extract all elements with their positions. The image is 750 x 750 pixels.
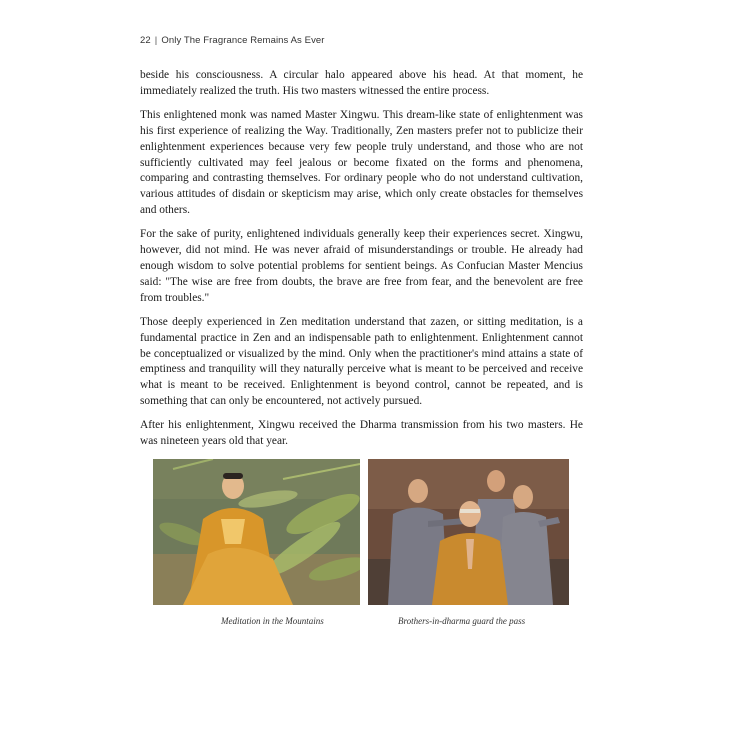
paragraph: beside his consciousness. A circular halo appeared above his head. At that moment, he immediately realized the truth. His two masters witnessed the entire process. xyxy=(140,69,583,97)
body-text xyxy=(140,68,583,458)
book-title: Only The Fragrance Remains As Ever xyxy=(161,35,325,46)
figure-caption: Brothers-in-dharma guard the pass xyxy=(398,616,526,626)
paragraph: This enlightened monk was named Master Xingwu. This dream-like state of enlightenment was his first experience of realizing the Way. Traditionally, Zen masters prefer not to publicize their enlightenment experiences because very few people truly understand, and those who are not sufficiently cultivated may feel jealous or become fixated on the forms and phenomena, comparing and contrasting themselves. For ordinary people who do not understand cultivation, various attitudes of disdain or skepticism may arise, which only create obstacles for themselves and others. xyxy=(140,108,583,217)
header-separator: | xyxy=(154,35,158,46)
meditation-photo xyxy=(153,459,360,605)
paragraph: For the sake of purity, enlightened individuals generally keep their experiences secret. Xingwu, however, did not mind. He was never afraid of misunderstandings or trouble. He already had enough wisdom to solve potential problems for sentient beings. As Confucian Master Mencius said: "The wise are free from doubts, the brave are free from fear, and the benevolent are free from troubles." xyxy=(140,228,583,304)
running-header xyxy=(140,35,325,46)
brothers-illustration xyxy=(368,459,569,605)
paragraph: After his enlightenment, Xingwu received the Dharma transmission from his two masters. He was nineteen years old that year. xyxy=(140,419,583,448)
paragraph: Those deeply experienced in Zen meditation understand that zazen, or sitting meditation, is a fundamental practice in Zen and an indispensable path to enlightenment. Enlightenment cannot be conceptualized or visualized by the mind. Only when the practitioner's mind attains a state of emptiness and tranquility will they naturally perceive what is meant to be perceived and receive what is meant to be received. Enlightenment is beyond control, cannot be repeated, and is something that can only be encountered, not actively pursued. xyxy=(140,315,583,408)
figure-caption: Meditation in the Mountains xyxy=(221,616,324,626)
meditation-illustration xyxy=(153,459,360,605)
page-number: 22 xyxy=(140,35,151,46)
brothers-photo xyxy=(368,459,569,605)
figure-row xyxy=(153,459,571,626)
